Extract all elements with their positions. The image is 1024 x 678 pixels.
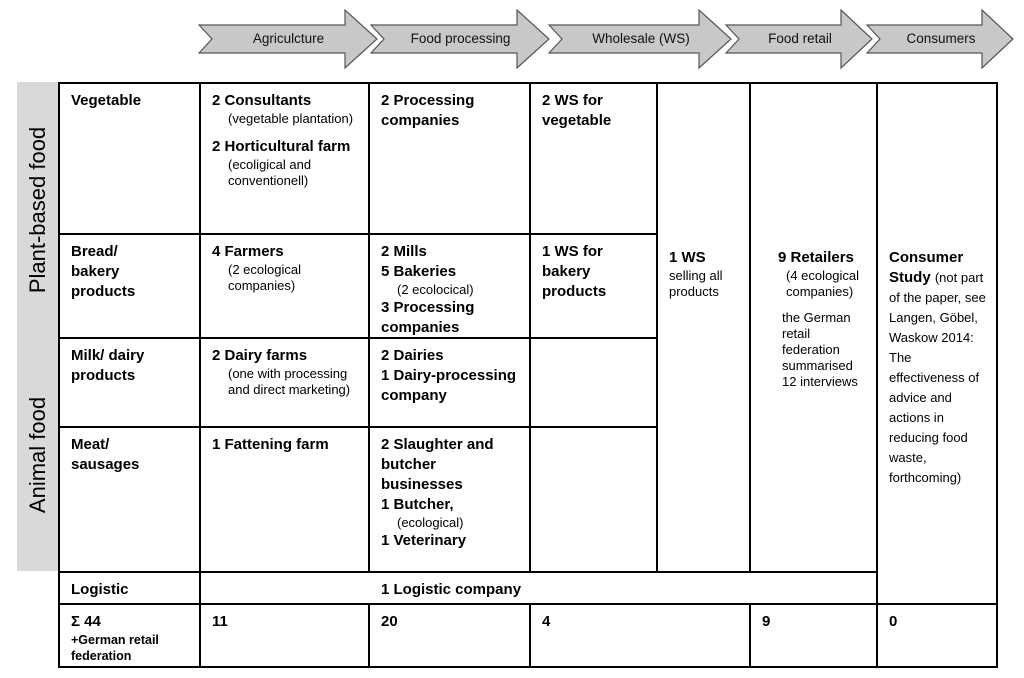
cell-milk-agriculture (203, 341, 368, 403)
consumer-title: Consumer Study (889, 249, 964, 286)
butcher-note: (ecological) (397, 515, 464, 530)
butcher-text: 1 Butcher, (381, 496, 454, 513)
totals-label-cell (62, 607, 197, 669)
cell-vegetable-wholesale: 2 WS for vegetable (542, 92, 612, 129)
stage-label: Food retail (768, 31, 832, 46)
total-consumer: 0 (889, 613, 898, 630)
processing-companies-text: 3 Processing companies (381, 299, 475, 336)
dairy-processing-text: 1 Dairy-processing company (381, 367, 517, 404)
farmers-note: (2 ecological companies) (228, 262, 301, 293)
retailers-note: (4 ecological companies) (786, 268, 859, 299)
cell-milk-processing (372, 341, 529, 411)
consumer-note: (not part of the paper, see Langen, Göbel, Waskow 2014: The effectiveness of advice and actions in reducing food waste, forthcoming) (889, 270, 986, 485)
row-label-bread: Bread/ bakery products (71, 243, 136, 300)
stage-label: Food processing (410, 31, 511, 46)
stage-arrow-food-retail (725, 9, 873, 69)
row-label-milk: Milk/ dairy products (71, 347, 145, 384)
dairy-farms-note: (one with processing and direct marketing) (228, 366, 351, 397)
total-wholesale: 4 (542, 613, 551, 630)
total-agriculture: 11 (212, 613, 228, 630)
cell-wholesale-all (660, 243, 750, 305)
stage-arrow-consumers (866, 9, 1014, 69)
stage-arrow-agriculture (198, 9, 378, 69)
cell-logistic-value: 1 Logistic company (381, 581, 522, 598)
stage-label: Consumers (906, 31, 976, 46)
cell-retail (770, 243, 875, 395)
animal-food-label: Animal food (17, 338, 58, 571)
ws-all-note: selling all products (669, 268, 723, 299)
cell-bread-wholesale: 1 WS for bakery products (542, 243, 607, 300)
cell-meat-processing (372, 430, 529, 556)
farmers-text: 4 Farmers (212, 243, 284, 260)
cell-bread-agriculture (203, 237, 368, 299)
retail-federation-note: the German retail federation summarised 12 interviews (782, 310, 858, 389)
dairies-text: 2 Dairies (381, 347, 444, 364)
cell-meat-agriculture: 1 Fattening farm (212, 436, 329, 453)
cell-vegetable-agriculture (203, 86, 368, 194)
cell-vegetable-processing: 2 Processing companies (381, 92, 475, 129)
stage-arrow-food-processing (370, 9, 550, 69)
slaughter-text: 2 Slaughter and butcher businesses (381, 436, 494, 493)
plant-based-food-label: Plant-based food (17, 82, 58, 338)
horticultural-farm-note: (ecoligical and conventionell) (228, 157, 312, 188)
bakeries-text: 5 Bakeries (381, 263, 457, 280)
row-label-logistic: Logistic (71, 581, 129, 598)
totals-label-note: +German retail federation (71, 633, 159, 663)
mills-text: 2 Mills (381, 243, 427, 260)
consultants-note: (vegetable plantation) (228, 111, 354, 126)
veterinary-text: 1 Veterinary (381, 532, 467, 549)
stage-label: Agriculcture (252, 31, 325, 46)
consultants-text: 2 Consultants (212, 92, 312, 109)
bakeries-note: (2 ecolocical) (397, 282, 474, 297)
stage-label: Wholesale (WS) (592, 31, 690, 46)
dairy-farms-text: 2 Dairy farms (212, 347, 308, 364)
row-label-meat: Meat/ sausages (71, 436, 140, 473)
row-label-vegetable: Vegetable (71, 92, 142, 109)
totals-label: Σ 44 (71, 613, 101, 630)
cell-bread-processing (372, 237, 529, 343)
total-processing: 20 (381, 613, 398, 630)
ws-all-title: 1 WS (669, 249, 706, 266)
retailers-title: 9 Retailers (778, 249, 854, 266)
stage-arrow-wholesale (548, 9, 732, 69)
cell-consumer (880, 243, 996, 493)
total-retail: 9 (762, 613, 771, 630)
horticultural-farm-text: 2 Horticultural farm (212, 138, 351, 155)
